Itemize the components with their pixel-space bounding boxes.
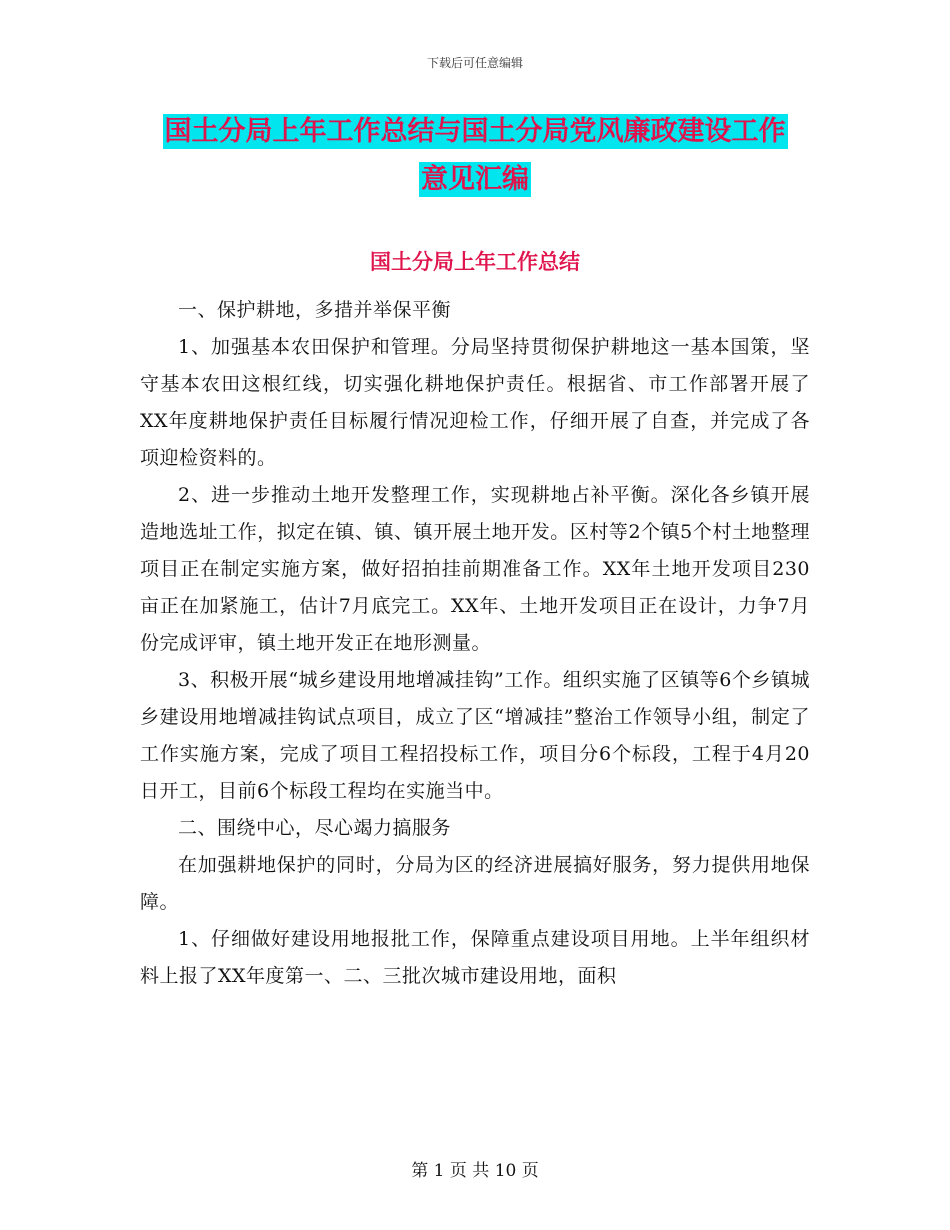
paragraph: 在加强耕地保护的同时，分局为区的经济进展搞好服务，努力提供用地保障。 xyxy=(140,854,810,913)
title-line-2: 意见汇编 xyxy=(421,164,529,195)
paragraph: 3、积极开展“城乡建设用地增减挂钩”工作。组织实施了区镇等6个乡镇城乡建设用地增减挂钩试点项目，成立了区“增减挂”整治工作领导小组，制定了工作实施方案，完成了项目工程招投标工作，项目分6个标段，工程于4月20日开工，目前6个标段工程均在实施当中。 xyxy=(140,669,810,802)
paragraph: 1、仔细做好建设用地报批工作，保障重点建设项目用地。上半年组织材料上报了XX年度第一、二、三批次城市建设用地，面积 xyxy=(140,928,810,987)
heading-paragraph-2: 二、围绕中心，尽心竭力搞服务 xyxy=(178,817,452,839)
body-text xyxy=(140,292,810,995)
paragraph: 1、加强基本农田保护和管理。分局坚持贯彻保护耕地这一基本国策，坚守基本农田这根红线，切实强化耕地保护责任。根据省、市工作部署开展了XX年度耕地保护责任目标履行情况迎检工作，仔细开展了自查，并完成了各项迎检资料的。 xyxy=(140,336,810,469)
title-line-1: 国土分局上年工作总结与国土分局党风廉政建设工作 xyxy=(164,116,786,147)
page-footer: 第 1 页 共 10 页 xyxy=(411,1161,539,1181)
header-note: 下载后可任意编辑 xyxy=(426,56,523,70)
paragraph: 2、进一步推动土地开发整理工作，实现耕地占补平衡。深化各乡镇开展造地选址工作，拟定在镇、镇、镇开展土地开发。区村等2个镇5个村土地整理项目正在制定实施方案，做好招拍挂前期准备工作。XX年土地开发项目230亩正在加紧施工，估计7月底完工。XX年、土地开发项目正在设计，力争7月份完成评审，镇土地开发正在地形测量。 xyxy=(140,484,810,654)
section-title: 国土分局上年工作总结 xyxy=(370,250,580,274)
document-title xyxy=(140,108,810,204)
heading-paragraph-1: 一、保护耕地，多措并举保平衡 xyxy=(178,299,452,321)
